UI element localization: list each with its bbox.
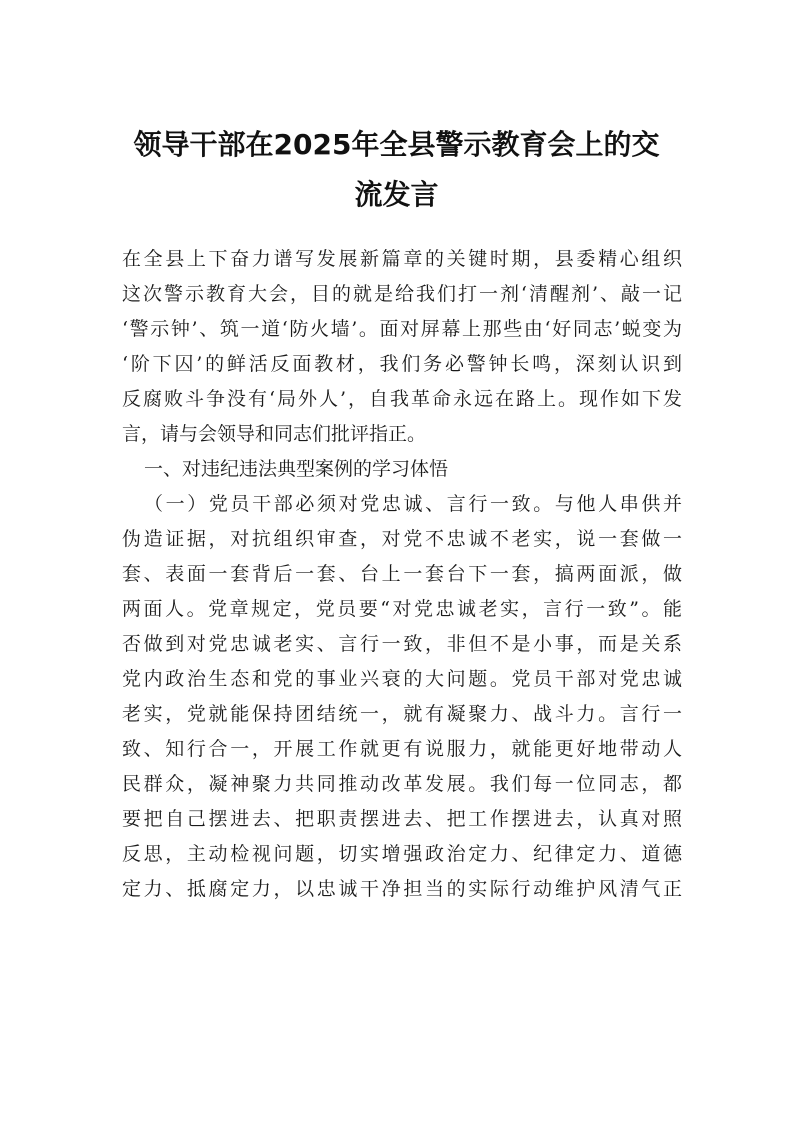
paragraph-line: 老实，党就能保持团结统一，就有凝聚力、战斗力。言行一 [122,703,682,725]
title-line-1: 领导干部在2025年全县警示教育会上的交 [133,128,660,161]
paragraph-line: 这次警示教育大会，目的就是给我们打一剂‘清醒剂’、敲一记 [122,283,682,305]
paragraph-line: 反腐败斗争没有‘局外人’，自我革命永远在路上。现作如下发 [122,388,682,410]
paragraph-line: 致、知行合一，开展工作就更有说服力，就能更好地带动人 [122,738,682,760]
paragraph-line: 否做到对党忠诚老实、言行一致，非但不是小事，而是关系 [122,633,682,655]
paragraph-line: 在全县上下奋力谱写发展新篇章的关键时期，县委精心组织 [122,248,682,270]
paragraph-line: ‘阶下囚’的鲜活反面教材，我们务必警钟长鸣，深刻认识到 [122,353,682,375]
paragraph-line: 定力、抵腐定力，以忠诚干净担当的实际行动维护风清气正 [122,878,682,900]
paragraph-line: 言，请与会领导和同志们批评指正。 [122,423,427,445]
paragraph-line: 反思，主动检视问题，切实增强政治定力、纪律定力、道德 [122,843,682,865]
paragraph-line: 套、表面一套背后一套、台上一套台下一套，搞两面派，做 [122,563,682,585]
paragraph-line: 伪造证据，对抗组织审查，对党不忠诚不老实，说一套做一 [122,528,682,550]
document-body [122,242,682,907]
section-heading: 一、对违纪违法典型案例的学习体悟 [144,458,449,480]
title-line-2: 流发言 [354,178,439,211]
paragraph-line: 党内政治生态和党的事业兴衰的大问题。党员干部对党忠诚 [122,668,682,690]
document-title [110,120,683,220]
paragraph-line: 民群众，凝神聚力共同推动改革发展。我们每一位同志，都 [122,773,682,795]
paragraph-line: 两面人。党章规定，党员要“对党忠诚老实，言行一致”。能 [122,598,682,620]
paragraph-line: 要把自己摆进去、把职责摆进去、把工作摆进去，认真对照 [122,808,682,830]
paragraph-line: （一）党员干部必须对党忠诚、言行一致。与他人串供并 [144,493,682,515]
paragraph-line: ‘警示钟’、筑一道‘防火墙’。面对屏幕上那些由‘好同志’蜕变为 [122,318,682,340]
